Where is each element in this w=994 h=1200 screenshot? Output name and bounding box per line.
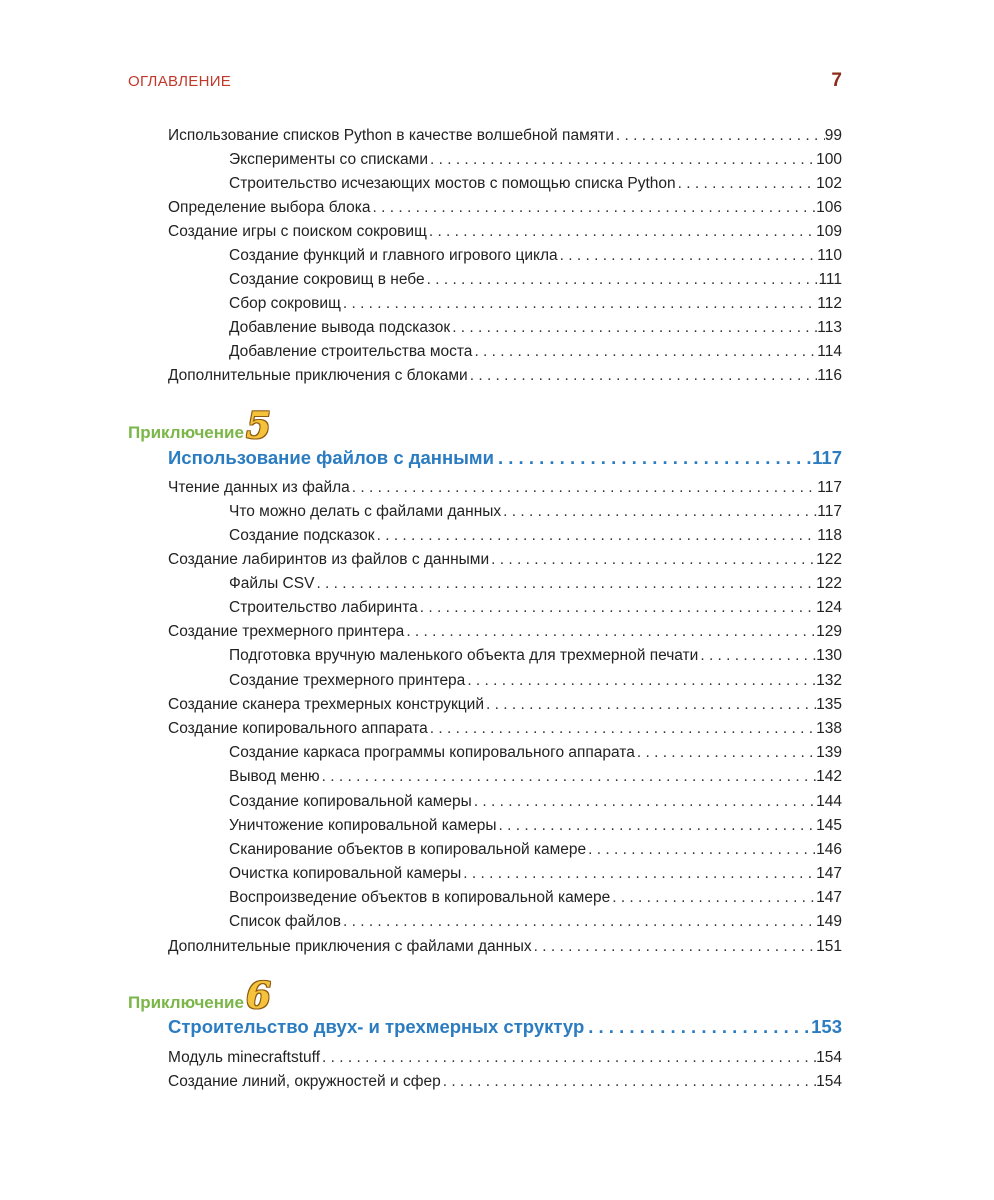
- toc-entry[interactable]: Создание копировального аппарата . . . 138: [168, 720, 842, 740]
- toc-entry[interactable]: Создание функций и главного игрового цикла . . . 110: [229, 247, 842, 267]
- toc-entry[interactable]: Создание трехмерного принтера . . . 129: [168, 623, 842, 643]
- toc-entry[interactable]: Создание копировальной камеры . . . 144: [229, 793, 842, 813]
- adventure-5-label: Приключение 5: [128, 405, 271, 447]
- toc-entry[interactable]: Файлы CSV . . . 122: [229, 575, 842, 595]
- toc-entry[interactable]: Создание лабиринтов из файлов с данными . . . 122: [168, 551, 842, 571]
- toc-entry[interactable]: Создание сканера трехмерных конструкций . . . 135: [168, 696, 842, 716]
- toc-entry[interactable]: Определение выбора блока . . . 106: [168, 199, 842, 219]
- toc-entry[interactable]: Дополнительные приключения с файлами данных . . . 151: [168, 938, 842, 958]
- page-header: [128, 70, 842, 94]
- toc-entry[interactable]: Создание подсказок . . . 118: [229, 527, 842, 547]
- toc-entry[interactable]: Что можно делать с файлами данных . . . 117: [229, 503, 842, 523]
- toc-entry[interactable]: Добавление строительства моста . . . 114: [229, 343, 842, 363]
- toc-entry[interactable]: Добавление вывода подсказок . . . 113: [229, 319, 842, 339]
- toc-entry[interactable]: Создание сокровищ в небе . . . 111: [229, 271, 842, 291]
- toc-entry[interactable]: Сбор сокровищ . . . 112: [229, 295, 842, 315]
- toc-entry[interactable]: Использование списков Python в качестве волшебной памяти . . . 99: [168, 127, 842, 147]
- toc-entry[interactable]: Список файлов . . . 149: [229, 913, 842, 933]
- toc-entry[interactable]: Создание трехмерного принтера . . . 132: [229, 672, 842, 692]
- toc-entry[interactable]: Вывод меню . . . 142: [229, 768, 842, 788]
- chapter-title-6[interactable]: Строительство двух- и трехмерных структур . . . 153: [168, 1016, 842, 1042]
- toc-entry[interactable]: Эксперименты со списками . . . 100: [229, 151, 842, 171]
- adventure-5-number-badge: 5: [245, 405, 271, 447]
- toc-entry[interactable]: Сканирование объектов в копировальной камере . . . 146: [229, 841, 842, 861]
- toc-entry[interactable]: Создание игры с поиском сокровищ . . . 109: [168, 223, 842, 243]
- running-title: ОГЛАВЛЕНИЕ: [128, 73, 232, 90]
- adventure-6-number-badge: 6: [245, 975, 271, 1017]
- toc-entry[interactable]: Создание линий, окружностей и сфер . . . 154: [168, 1073, 842, 1093]
- toc-entry[interactable]: Подготовка вручную маленького объекта для трехмерной печати . . . 130: [229, 647, 842, 667]
- toc-entry[interactable]: Строительство лабиринта . . . 124: [229, 599, 842, 619]
- chapter-title-5[interactable]: Использование файлов с данными . . . 117: [168, 447, 842, 473]
- adventure-6-label: Приключение 6: [128, 975, 271, 1017]
- toc-entry[interactable]: Воспроизведение объектов в копировальной камере . . . 147: [229, 889, 842, 909]
- toc-entry[interactable]: Модуль minecraftstuff . . . 154: [168, 1049, 842, 1069]
- toc-entry[interactable]: Создание каркаса программы копировального аппарата . . . 139: [229, 744, 842, 764]
- toc-entry[interactable]: Уничтожение копировальной камеры . . . 145: [229, 817, 842, 837]
- page-number: 7: [831, 70, 842, 91]
- toc-entry[interactable]: Дополнительные приключения с блоками . . . 116: [168, 367, 842, 387]
- toc-entry[interactable]: Чтение данных из файла . . . 117: [168, 479, 842, 499]
- toc-entry[interactable]: Очистка копировальной камеры . . . 147: [229, 865, 842, 885]
- toc-entry[interactable]: Строительство исчезающих мостов с помощью списка Python . . . 102: [229, 175, 842, 195]
